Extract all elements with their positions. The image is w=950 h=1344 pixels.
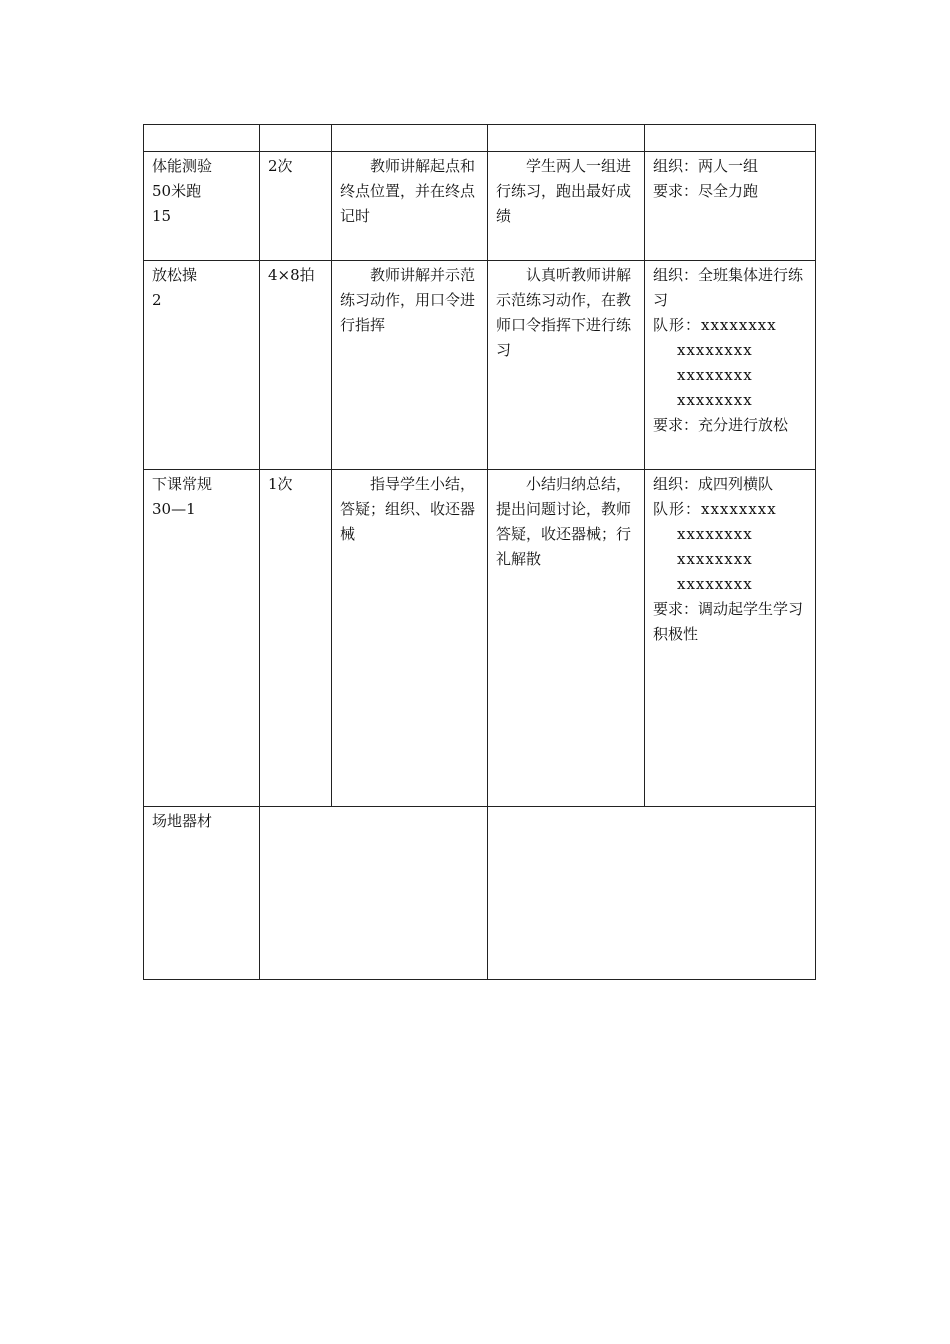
content-text: 30—1: [152, 500, 196, 518]
formation-row: [653, 497, 807, 522]
formation-row: xxxxxxxx: [677, 525, 753, 543]
formation-row: [653, 313, 807, 338]
content-text: 下课常规: [152, 475, 213, 493]
formation-row: xxxxxxxx: [677, 575, 753, 593]
teacher-activity-text: 教师讲解起点和终点位置，并在终点记时: [340, 157, 476, 225]
teacher-activity-text: 指导学生小结，答疑；组织、收还器械: [340, 475, 476, 543]
venue-row: [144, 807, 816, 980]
requirement-text: 要求：尽全力跑: [653, 182, 759, 200]
teacher-activity-cell: [332, 261, 488, 470]
teacher-activity-text: 教师讲解并示范练习动作，用口令进行指挥: [340, 266, 476, 334]
organization-cell: [645, 152, 816, 261]
count-text: 2次: [268, 157, 293, 175]
header-cell: [645, 125, 816, 152]
content-text: 50米跑: [152, 182, 202, 200]
organization-text: 组织：全班集体进行练习: [653, 266, 804, 309]
formation-row: xxxxxxxx: [677, 391, 753, 409]
student-activity-text: 小结归纳总结，提出问题讨论，教师答疑，收还器械；行礼解散: [496, 475, 632, 568]
formation-marks: xxxxxxxx: [701, 500, 777, 518]
content-cell: [144, 470, 260, 807]
teacher-activity-cell: [332, 152, 488, 261]
header-cell: [488, 125, 645, 152]
count-text: 1次: [268, 475, 293, 493]
organization-text: 组织：两人一组: [653, 157, 759, 175]
lesson-plan-table: [143, 124, 816, 980]
header-cell: [332, 125, 488, 152]
header-cell: [260, 125, 332, 152]
count-cell: [260, 261, 332, 470]
organization-cell: [645, 261, 816, 470]
count-cell: [260, 470, 332, 807]
table-row: [144, 261, 816, 470]
organization-cell: [645, 470, 816, 807]
content-text: 放松操: [152, 266, 198, 284]
student-activity-text: 学生两人一组进行练习，跑出最好成绩: [496, 157, 632, 225]
formation-label: 队形：: [653, 316, 702, 334]
header-cell: [144, 125, 260, 152]
student-activity-cell: [488, 152, 645, 261]
requirement-text: 要求：充分进行放松: [653, 416, 789, 434]
formation-marks: xxxxxxxx: [701, 316, 777, 334]
table-row: [144, 470, 816, 807]
venue-right-cell: [488, 807, 816, 980]
content-text: 15: [152, 207, 172, 225]
organization-text: 组织：成四列横队: [653, 475, 774, 493]
requirement-text: 要求：调动起学生学习积极性: [653, 600, 804, 643]
venue-left-cell: [260, 807, 488, 980]
count-text: 4×8拍: [268, 266, 315, 284]
content-text: 2: [152, 291, 162, 309]
venue-label-cell: [144, 807, 260, 980]
count-cell: [260, 152, 332, 261]
formation-label: 队形：: [653, 500, 702, 518]
student-activity-text: 认真听教师讲解示范练习动作，在教师口令指挥下进行练习: [496, 266, 632, 359]
formation-row: xxxxxxxx: [677, 366, 753, 384]
student-activity-cell: [488, 470, 645, 807]
venue-label: 场地器材: [152, 812, 213, 830]
content-cell: [144, 261, 260, 470]
table-header-row: [144, 125, 816, 152]
table-row: [144, 152, 816, 261]
content-text: 体能测验: [152, 157, 213, 175]
teacher-activity-cell: [332, 470, 488, 807]
formation-row: xxxxxxxx: [677, 550, 753, 568]
content-cell: [144, 152, 260, 261]
student-activity-cell: [488, 261, 645, 470]
formation-row: xxxxxxxx: [677, 341, 753, 359]
